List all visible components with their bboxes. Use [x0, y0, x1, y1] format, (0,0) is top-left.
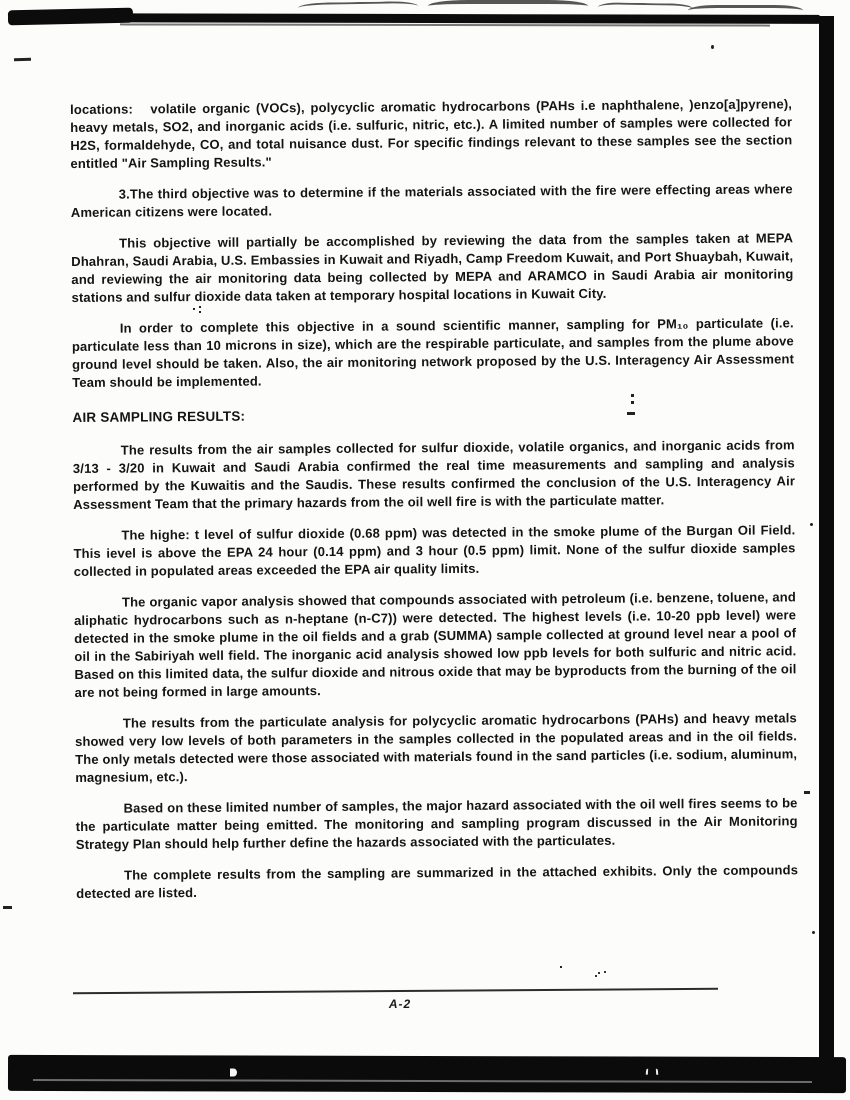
scan-streak-icon	[298, 1, 418, 13]
paragraph: The highe: t level of sulfur dioxide (0.68 ppm) was detected in the smoke plume of the Burgan Oil Field. This ievel is above the EPA 24 hour (0.14 ppm) and 3 hour (0.5 ppm) limit. None of the sulfur dioxide samples collected in populated areas exceeded the EPA air quality limits.	[73, 522, 796, 579]
scan-artifact-bottom-band	[8, 1055, 846, 1093]
paragraph: Based on these limited number of samples, the major hazard associated with the oil well fires seems to be the particulate matter being emitted. The monitoring and sampling program discussed in the Air Monitoring Strategy Plan should help further define the hazards associated with the particulates.	[75, 795, 798, 852]
ink-mark	[711, 45, 714, 49]
ink-mark	[810, 523, 813, 526]
paragraph: The results from the particulate analysis for polycyclic aromatic hydrocarbons (PAHs) and heavy metals showed very low levels of both parameters in the samples collected in the populated areas and in the oil fields. The only metals detected were those associated with materials found in the sand particles (i.e. sodium, aluminum, magnesium, etc.).	[74, 710, 798, 785]
scan-speck	[230, 1068, 237, 1076]
scan-streak-icon	[598, 2, 693, 14]
ink-mark	[812, 931, 815, 934]
paragraph: The organic vapor analysis showed that compounds associated with petroleum (i.e. benzene, toluene, and aliphatic hydrocarbons such as n-heptane (n-C7)) were detected. The highest levels (i.e. 10-20 ppb level) were detected in the smoke plume in the oil fields and a grab (SUMMA) sample collected at ground level near a pool of oil in the Sabiriyah well field. The inorganic acid analysis showed low ppb levels for both sulfuric and nitric acid. Based on this limited data, the sulfur dioxide and nitrous oxide that may be byproducts from the burning of the oil are not being formed in large amounts.	[74, 589, 797, 700]
section-heading: AIR SAMPLING RESULTS:	[72, 408, 246, 425]
ink-mark	[560, 966, 562, 968]
document-body	[70, 95, 798, 916]
ink-mark	[3, 906, 12, 909]
scan-artifact-right-bar	[819, 16, 834, 1078]
paragraph: The complete results from the sampling are summarized in the attached exhibits. Only the compounds detected are listed.	[76, 862, 799, 901]
scan-streak-icon	[428, 0, 588, 12]
scan-artifact-top-band	[120, 23, 770, 26]
paragraph: In order to complete this objective in a sound scientific manner, sampling for PM₁₀ particulate (i.e. particulate less than 10 microns in size), which are the respirable particulate, and samples from the plume above ground level should be taken. Also, the air monitoring network proposed by the U.S. Interagency Air Assessment Team should be implemented.	[71, 315, 795, 390]
paragraph: locations: volatile organic (VOCs), polycyclic aromatic hydrocarbons (PAHs i.e naphthalene, )enzo[a]pyrene), heavy metals, SO2, and inorganic acids (i.e. sulfuric, nitric, etc.). A limited number of samples were collected for H2S, formaldehyde, CO, and total nuisance dust. For specific findings relevant to these samples see the section entitled "Air Sampling Results."	[70, 96, 793, 171]
page-number: A-2	[388, 997, 412, 1011]
ink-mark	[14, 58, 31, 62]
footer-rule	[73, 988, 718, 995]
scan-artifact-top-band	[8, 13, 820, 24]
paragraph: This objective will partially be accomplished by reviewing the data from the samples taken at MEPA Dhahran, Saudi Arabia, U.S. Embassies in Kuwait and Riyadh, Camp Freedom Kuwait, and Port Shuaybah, Kuwait, and reviewing the air monitoring data being collected by MEPA and ARAMCO in Saudi Arabia air monitoring stations and sulfur dioxide data taken at temporary hospital locations in Kuwait City.	[71, 230, 794, 305]
scan-speck	[646, 1069, 659, 1075]
ink-mark	[804, 791, 810, 794]
paragraph: The results from the air samples collected for sulfur dioxide, volatile organics, and inorganic acids from 3/13 - 3/20 in Kuwait and Saudi Arabia confirmed the real time measurements and sampling and analysis performed by the Kuwaitis and the Saudis. These results confirmed the conclusion of the U.S. Interagency Air Assessment Team that the primary hazards from the oil well fire is with the particulate matter.	[72, 437, 796, 512]
paragraph: 3.The third objective was to determine if the materials associated with the fire were effecting areas where American citizens were located.	[70, 181, 793, 220]
